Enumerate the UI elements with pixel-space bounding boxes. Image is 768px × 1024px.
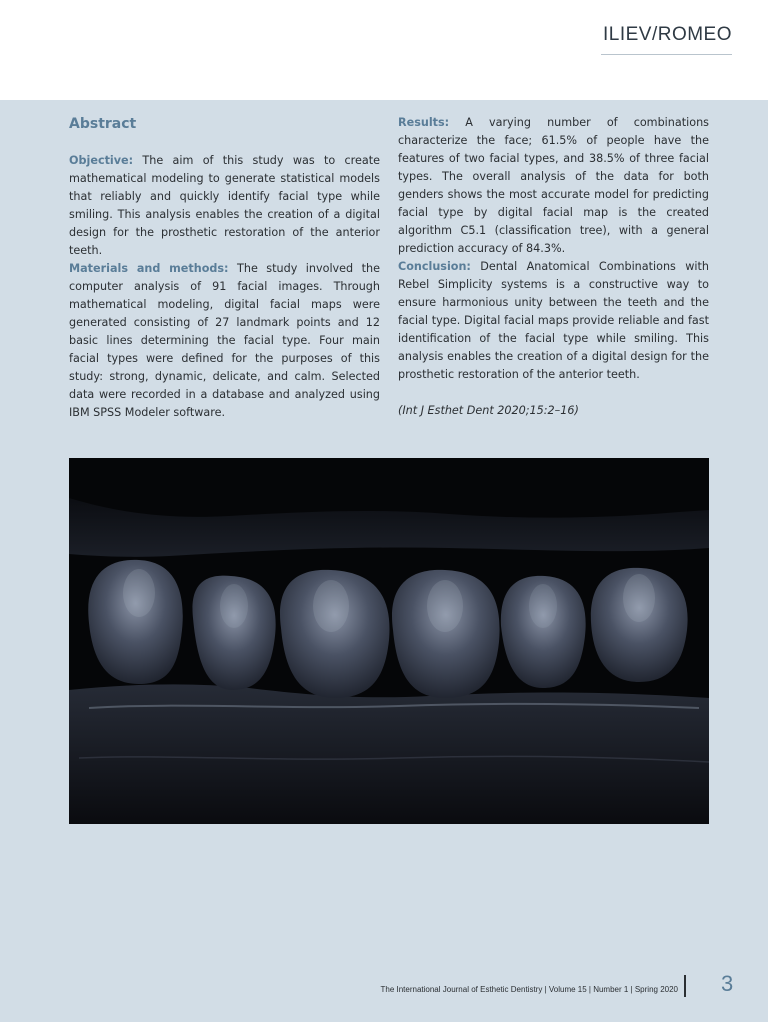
results-text: A varying number of combinations characterize the face; 61.5% of people have the features of two facial types, and 38.5% of three facial types. The overall analysis of the data for both genders shows the most accurate model for predicting facial type by digital facial map is the created algorithm C5.1 (classification tree), with a general prediction accuracy of 84.3%. (398, 116, 709, 255)
results-paragraph (398, 114, 709, 258)
page-header (0, 0, 768, 100)
objective-text: The aim of this study was to create mathematical modeling to generate statistical models that reliably and quickly identify facial type while smiling. This analysis enables the creation of a digital design for the prosthetic restoration of the anterior teeth. (69, 154, 380, 257)
abstract-left-column (69, 114, 380, 422)
results-label: Results: (398, 116, 450, 129)
conclusion-text: Dental Anatomical Combinations with Rebel Simplicity systems is a constructive way to ensure harmonious unity between the teeth and the facial type. Digital facial maps provide reliable and fast identification of the facial type while smiling. This analysis enables the creation of a digital design for the prosthetic restoration of the anterior teeth. (398, 260, 709, 381)
header-rule (601, 54, 732, 55)
conclusion-paragraph (398, 258, 709, 384)
methods-label: Materials and methods: (69, 262, 229, 275)
methods-paragraph (69, 260, 380, 422)
page-number: 3 (721, 971, 734, 996)
citation: (Int J Esthet Dent 2020;15:2–16) (398, 404, 579, 417)
methods-text: The study involved the computer analysis of 91 facial images. Through mathematical modeling, digital facial maps were generated consisting of 27 landmark points and 12 basic lines determining the facial type. Four main facial types were defined for the purposes of this study: strong, dynamic, delicate, and calm. Selected data were recorded in a database and analyzed using IBM SPSS Modeler software. (69, 262, 380, 419)
objective-label: Objective: (69, 154, 134, 167)
teeth-illustration (69, 458, 709, 824)
running-head: ILIEV/ROMEO (602, 24, 732, 45)
objective-paragraph (69, 152, 380, 260)
conclusion-label: Conclusion: (398, 260, 471, 273)
abstract-heading: Abstract (69, 116, 137, 132)
abstract-right-column (398, 114, 709, 420)
teeth-photograph (69, 458, 709, 824)
abstract-panel (0, 100, 768, 1022)
journal-footer: The International Journal of Esthetic Dentistry | Volume 15 | Number 1 | Spring 2020 (380, 985, 678, 994)
footer-separator (684, 975, 686, 997)
